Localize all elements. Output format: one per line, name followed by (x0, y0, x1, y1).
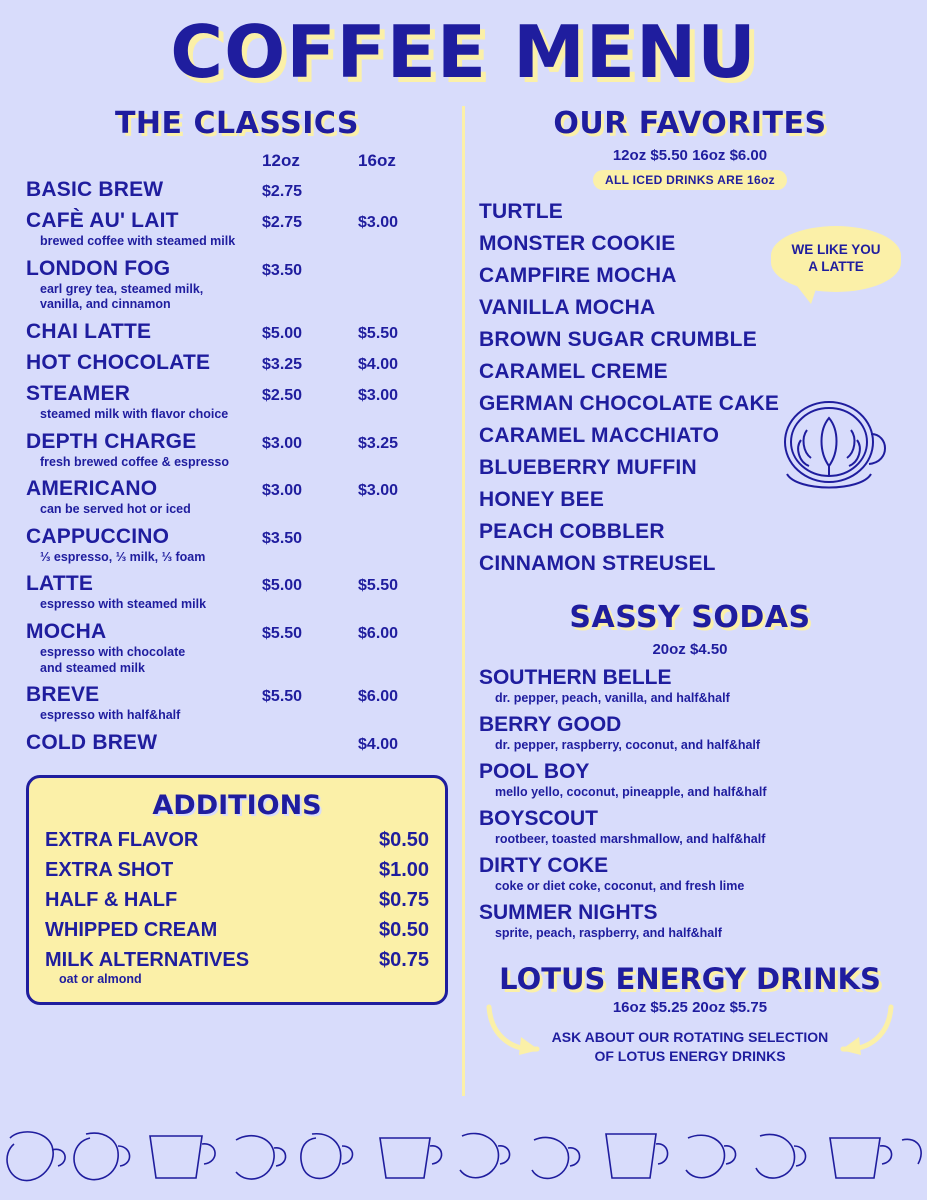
size-header-16oz: 16oz (358, 151, 396, 170)
classics-item (26, 209, 448, 250)
additions-item-price: $1.00 (378, 858, 430, 881)
favorites-item: BROWN SUGAR CRUMBLE (478, 328, 757, 351)
sodas-item (479, 854, 901, 893)
footer-cup-doodles (0, 1120, 927, 1200)
classics-item (26, 430, 448, 471)
classics-item-price-12oz: $3.25 (262, 355, 303, 373)
classics-item-price-16oz: $6.00 (358, 688, 399, 706)
classics-item-description: brewed coffee with steamed milk (40, 234, 236, 248)
lotus-pricing: 16oz $5.25 20oz $5.75 (612, 999, 768, 1016)
sodas-item (479, 713, 901, 752)
additions-item-name: EXTRA FLAVOR (45, 828, 199, 851)
classics-item-price-12oz: $2.75 (262, 214, 303, 231)
favorites-item: VANILLA MOCHA (478, 296, 656, 319)
classics-item-price-12oz: $3.50 (262, 529, 303, 547)
size-header-12oz: 12oz (262, 151, 300, 170)
sodas-item-name: BERRY GOOD (478, 713, 622, 736)
speech-bubble-text: WE LIKE YOU A LATTE (791, 242, 881, 274)
classics-item-name: BASIC BREW (26, 178, 164, 201)
classics-item (26, 178, 448, 202)
sodas-item-name: DIRTY COKE (478, 854, 609, 877)
sodas-heading: SASSY SODAS (569, 600, 811, 635)
classics-item-row (26, 320, 448, 344)
favorites-item: CARAMEL CREME (478, 360, 668, 383)
classics-item-row (26, 477, 448, 501)
classics-item-name: HOT CHOCOLATE (26, 350, 211, 374)
favorites-item: BLUEBERRY MUFFIN (478, 456, 697, 479)
favorites-item: CINNAMON STREUSEL (478, 552, 716, 575)
classics-list (26, 178, 448, 755)
classics-item-price-16oz: $4.00 (358, 355, 399, 373)
sodas-item-name: SUMMER NIGHTS (478, 901, 658, 924)
speech-bubble (771, 226, 901, 292)
sodas-item-name: BOYSCOUT (478, 807, 598, 830)
classics-item-price-12oz: $5.50 (262, 688, 303, 706)
additions-item-name: HALF & HALF (45, 888, 178, 911)
classics-item-row (26, 382, 448, 406)
classics-item-price-12oz: $3.50 (262, 261, 303, 279)
classics-item-description: espresso with half&half (40, 708, 181, 723)
classics-item-price-12oz: $3.00 (262, 434, 303, 452)
classics-item-name: BREVE (26, 683, 100, 707)
sodas-item-description: mello yello, coconut, pineapple, and half&half (494, 785, 767, 799)
classics-item-price-12oz: $5.50 (262, 625, 303, 642)
classics-item (26, 525, 448, 566)
classics-item-name: LATTE (26, 572, 94, 596)
classics-item (26, 320, 448, 344)
classics-item-name: LONDON FOG (26, 256, 171, 280)
sodas-item (479, 666, 901, 705)
additions-item-row (45, 889, 429, 912)
classics-item-price-16oz: $3.00 (358, 386, 399, 404)
menu-columns (0, 88, 927, 1096)
classics-item-name: COLD BREW (26, 730, 158, 754)
classics-item-row (26, 572, 448, 596)
classics-item-price-12oz: $2.50 (262, 386, 303, 404)
sodas-item-description: dr. pepper, peach, vanilla, and half&half (494, 691, 730, 705)
sodas-item-name: POOL BOY (478, 760, 590, 783)
classics-item-description: earl grey tea, steamed milk, vanilla, and cinnamon (40, 281, 204, 312)
classics-item-row (26, 257, 448, 281)
classics-item-price-16oz: $4.00 (358, 735, 399, 753)
classics-item (26, 731, 448, 755)
sodas-item-description: rootbeer, toasted marshmallow, and half&half (494, 832, 766, 846)
classics-item-price-12oz: $5.00 (262, 577, 303, 595)
classics-item-description: espresso with steamed milk (40, 597, 207, 612)
classics-item-description: steamed milk with flavor choice (40, 406, 229, 421)
classics-item-description: espresso with chocolate and steamed milk (40, 645, 186, 675)
additions-item-description: oat or almond (59, 971, 142, 986)
favorites-pricing: 12oz $5.50 16oz $6.00 (612, 147, 768, 164)
additions-item-name: MILK ALTERNATIVES (45, 948, 250, 971)
favorites-item: TURTLE (478, 200, 563, 223)
sodas-item-name: SOUTHERN BELLE (478, 666, 672, 689)
classics-item (26, 351, 448, 375)
classics-item-price-16oz: $6.00 (358, 625, 399, 642)
classics-item-description: ⅓ espresso, ⅓ milk, ⅓ foam (40, 549, 206, 564)
lotus-section (479, 962, 901, 1066)
additions-item (45, 829, 429, 852)
sodas-item (479, 807, 901, 846)
classics-item-description: can be served hot or iced (40, 502, 191, 517)
additions-item-row (45, 859, 429, 882)
additions-item (45, 919, 429, 942)
classics-item-price-16oz: $3.00 (358, 214, 399, 231)
sodas-item-description: dr. pepper, raspberry, coconut, and half&half (494, 738, 761, 752)
additions-list (45, 829, 429, 986)
classics-item-price-16oz: $5.50 (358, 577, 399, 595)
classics-item-price-16oz: $3.25 (358, 434, 399, 452)
classics-item (26, 382, 448, 423)
favorites-item: GERMAN CHOCOLATE CAKE (478, 392, 780, 415)
classics-item-name: CHAI LATTE (26, 319, 152, 343)
favorites-item: MONSTER COOKIE (478, 232, 676, 255)
sodas-item (479, 760, 901, 799)
arrow-right-icon (825, 1001, 895, 1064)
classics-item-price-12oz: $5.00 (262, 324, 303, 342)
lotus-heading: LOTUS ENERGY DRINKS (499, 962, 881, 996)
classics-item-row (26, 525, 448, 549)
additions-box (26, 775, 448, 1005)
classics-item-row (26, 731, 448, 755)
arrow-left-icon (485, 1001, 555, 1064)
classics-item-row (26, 178, 448, 202)
additions-item-price: $0.50 (378, 918, 430, 941)
sodas-list (479, 666, 901, 940)
classics-item-description: fresh brewed coffee & espresso (40, 454, 229, 469)
additions-item-price: $0.75 (378, 888, 430, 911)
latte-art-icon (777, 396, 897, 511)
classics-item-price-16oz: $3.00 (358, 482, 399, 500)
title-area (0, 0, 927, 94)
right-column (479, 106, 901, 1096)
classics-size-headers (26, 151, 448, 171)
favorites-item: PEACH COBBLER (478, 520, 665, 543)
classics-item-row (26, 209, 448, 233)
sodas-section (479, 600, 901, 940)
page-title: COFFEE MENU (170, 10, 757, 94)
classics-item (26, 257, 448, 313)
additions-item-row (45, 829, 429, 852)
favorites-item: CAMPFIRE MOCHA (478, 264, 677, 287)
classics-item-price-16oz: $5.50 (358, 324, 399, 342)
lotus-note: ASK ABOUT OUR ROTATING SELECTION OF LOTUS ENERGY DRINKS (551, 1029, 829, 1064)
classics-item-price-12oz: $3.00 (262, 482, 303, 500)
classics-item (26, 572, 448, 613)
additions-item-row (45, 949, 429, 972)
classics-item-price-12oz: $2.75 (262, 183, 303, 200)
favorites-item: HONEY BEE (478, 488, 605, 511)
classics-item-name: CAFÈ AU' LAIT (26, 209, 179, 232)
additions-item-name: WHIPPED CREAM (45, 918, 218, 941)
left-column (26, 106, 448, 1096)
classics-heading: THE CLASSICS (114, 106, 360, 141)
additions-heading: ADDITIONS (152, 789, 322, 821)
favorites-item: CARAMEL MACCHIATO (478, 424, 720, 447)
additions-item-name: EXTRA SHOT (45, 858, 174, 881)
classics-item-name: DEPTH CHARGE (26, 429, 197, 453)
classics-item-name: AMERICANO (26, 477, 158, 501)
favorites-heading: OUR FAVORITES (553, 106, 827, 141)
sodas-item-description: coke or diet coke, coconut, and fresh lime (494, 879, 745, 893)
classics-item-row (26, 620, 448, 644)
classics-item (26, 477, 448, 518)
column-divider (462, 106, 465, 1096)
classics-item-name: STEAMER (26, 381, 131, 405)
classics-item-row (26, 351, 448, 375)
additions-item-row (45, 919, 429, 942)
additions-item (45, 949, 429, 986)
iced-drinks-badge: ALL ICED DRINKS ARE 16oz (593, 170, 787, 190)
classics-item-name: CAPPUCCINO (26, 524, 170, 548)
classics-item-row (26, 430, 448, 454)
classics-item-name: MOCHA (26, 620, 107, 643)
additions-item-price: $0.50 (378, 828, 430, 851)
classics-item (26, 620, 448, 676)
sodas-item (479, 901, 901, 940)
sodas-pricing: 20oz $4.50 (652, 641, 728, 658)
additions-item-price: $0.75 (378, 948, 430, 971)
additions-item (45, 859, 429, 882)
classics-item-row (26, 683, 448, 707)
sodas-item-description: sprite, peach, raspberry, and half&half (494, 926, 722, 940)
additions-item (45, 889, 429, 912)
classics-item (26, 683, 448, 724)
